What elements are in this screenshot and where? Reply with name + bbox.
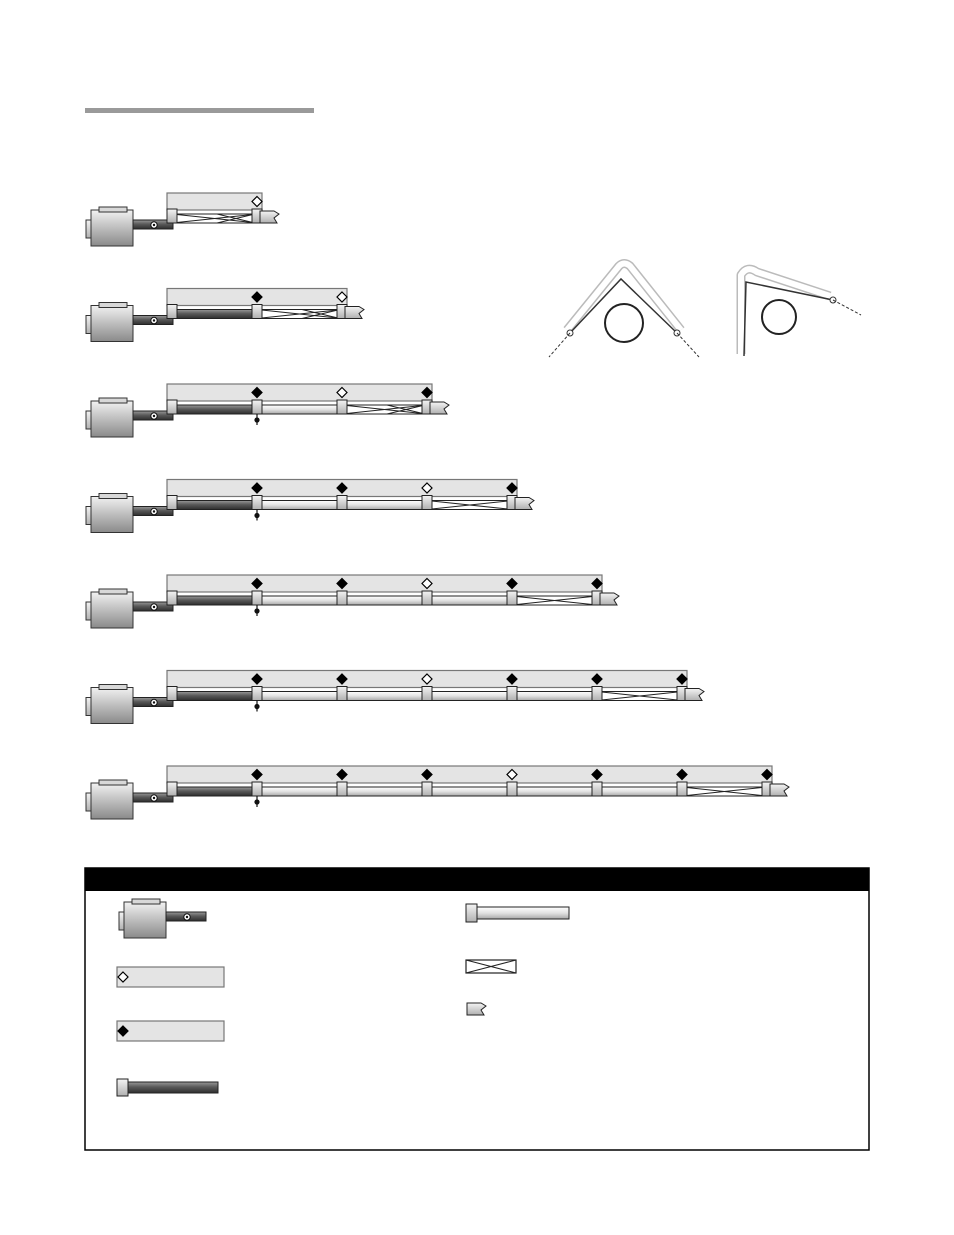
config-5-track-light-tube-2 xyxy=(342,596,427,605)
legend-head-top xyxy=(132,899,160,904)
config-7-track-light-tube-1 xyxy=(257,787,342,796)
config-3-track-1-joint xyxy=(252,400,262,414)
post-circle-right xyxy=(762,300,796,334)
config-2-track-end-cap-icon xyxy=(345,307,364,319)
config-3-track-head-top xyxy=(99,398,127,403)
config-5-track-end-cap-icon xyxy=(600,593,619,605)
legend-light-tube xyxy=(466,904,569,922)
config-7-track-head-top xyxy=(99,780,127,785)
config-2-track-head-top xyxy=(99,303,127,308)
config-7-track-light-tube-2 xyxy=(342,787,427,796)
legend xyxy=(85,868,869,1150)
config-5-track-dark-tube xyxy=(172,596,257,605)
config-4-track xyxy=(86,480,534,533)
legend-filled-rail xyxy=(117,1021,224,1041)
config-6-track-light-tube-1 xyxy=(257,692,342,701)
config-6-track xyxy=(86,671,704,724)
config-1-track-rail xyxy=(167,193,262,210)
config-4-track-1-joint xyxy=(252,496,262,510)
legend-filled-diamond-rail xyxy=(117,1021,224,1041)
config-6-track-3-joint xyxy=(422,687,432,701)
config-4-track-head-top xyxy=(99,494,127,499)
legend-open-rail xyxy=(117,967,224,987)
legend-open-diamond-rail xyxy=(117,967,224,987)
config-5-track xyxy=(86,575,619,628)
config-4-track-3-joint xyxy=(422,496,432,510)
config-1-track xyxy=(86,193,279,246)
config-4-track-head-body xyxy=(91,497,133,533)
config-7-track-end-cap-icon xyxy=(770,784,789,796)
config-3-track-shaft-bolt-dot xyxy=(153,415,155,417)
config-4-track-end-cap-icon xyxy=(515,498,534,510)
config-5-track-4-joint xyxy=(507,591,517,605)
config-6-track-light-tube-2 xyxy=(342,692,427,701)
config-4-track-dark-tube xyxy=(172,501,257,510)
config-6-track-drop-post-knob xyxy=(254,704,259,709)
gate-extension-left-b xyxy=(677,333,699,357)
config-6-track-light-tube-3 xyxy=(427,692,512,701)
heading-bar xyxy=(85,108,314,113)
gate-diagram-right xyxy=(741,269,861,356)
config-2-track-0-joint xyxy=(167,305,177,319)
config-5-track-shaft-bolt-dot xyxy=(153,606,155,608)
gate-diagram-left xyxy=(549,264,699,358)
config-7-track xyxy=(86,766,789,819)
config-7-track-3-joint xyxy=(422,782,432,796)
config-3-track-light-tube-1 xyxy=(257,405,342,414)
config-7-track-1-joint xyxy=(252,782,262,796)
config-3-track-2-joint xyxy=(337,400,347,414)
legend-dark-tube-joint xyxy=(117,1079,128,1096)
config-4-track-drop-post-knob xyxy=(254,513,259,518)
config-5-track-drop-post-knob xyxy=(254,608,259,613)
config-4-track-light-tube-2 xyxy=(342,501,427,510)
config-7-track-light-tube-3 xyxy=(427,787,512,796)
config-5-track-light-tube-1 xyxy=(257,596,342,605)
config-7-track-dark-tube xyxy=(172,787,257,796)
post-circle-left xyxy=(605,304,643,342)
config-6-track-dark-tube xyxy=(172,692,257,701)
config-3-track-rail xyxy=(167,384,432,401)
config-5-track-2-joint xyxy=(337,591,347,605)
legend-header xyxy=(85,868,869,891)
config-6-track-light-tube-4 xyxy=(512,692,597,701)
config-5-track-3-joint xyxy=(422,591,432,605)
config-3-track-0-joint xyxy=(167,400,177,414)
config-3-track-drop-post-knob xyxy=(254,417,259,422)
config-7-track-head-body xyxy=(91,783,133,819)
config-5-track-light-tube-3 xyxy=(427,596,512,605)
config-3-track-dark-tube xyxy=(172,405,257,414)
legend-head-body xyxy=(124,902,166,938)
gate-extension-left-a xyxy=(549,333,570,357)
config-4-track-2-joint xyxy=(337,496,347,510)
config-2-track-head-body xyxy=(91,306,133,342)
config-7-track-light-tube-4 xyxy=(512,787,597,796)
config-7-track-0-joint xyxy=(167,782,177,796)
config-6-track-0-joint xyxy=(167,687,177,701)
config-5-track-0-joint xyxy=(167,591,177,605)
config-1-track-0-joint xyxy=(167,209,177,223)
config-4-track-shaft-bolt-dot xyxy=(153,510,155,512)
config-6-track-1-joint xyxy=(252,687,262,701)
config-1-track-shaft-bolt-dot xyxy=(153,224,155,226)
config-5-track-head-body xyxy=(91,592,133,628)
legend-dark-tube xyxy=(117,1079,218,1096)
config-4-track-0-joint xyxy=(167,496,177,510)
legend-light-tube-body xyxy=(470,907,569,919)
legend-dark-tube-body xyxy=(121,1082,218,1093)
config-1-track-end-cap-icon xyxy=(260,211,279,223)
config-1-track-head-top xyxy=(99,207,127,212)
config-5-track-1-joint xyxy=(252,591,262,605)
config-6-track-head-body xyxy=(91,688,133,724)
config-4-track-light-tube-1 xyxy=(257,501,342,510)
config-1-track-head-body xyxy=(91,210,133,246)
config-7-track-6-joint xyxy=(677,782,687,796)
config-7-track-2-joint xyxy=(337,782,347,796)
config-7-track-5-joint xyxy=(592,782,602,796)
config-6-track-4-joint xyxy=(507,687,517,701)
config-3-track xyxy=(86,384,449,437)
track-configurations xyxy=(86,193,789,819)
config-6-track-head-top xyxy=(99,685,127,690)
config-7-track-light-tube-5 xyxy=(597,787,682,796)
legend-cross-brace xyxy=(466,960,516,973)
config-2-track-shaft-bolt-dot xyxy=(153,319,155,321)
config-7-track-4-joint xyxy=(507,782,517,796)
config-5-track-head-top xyxy=(99,589,127,594)
config-2-track-1-joint xyxy=(252,305,262,319)
config-2-track-dark-tube xyxy=(172,310,257,319)
config-6-track-2-joint xyxy=(337,687,347,701)
config-7-track-shaft-bolt-dot xyxy=(153,797,155,799)
config-6-track-end-cap-icon xyxy=(685,689,704,701)
gate-extension-right xyxy=(833,300,861,315)
config-7-track-drop-post-knob xyxy=(254,799,259,804)
config-3-track-end-cap-icon xyxy=(430,402,449,414)
legend-shaft-bolt-dot xyxy=(186,916,188,918)
config-3-track-head-body xyxy=(91,401,133,437)
config-5-track-rail xyxy=(167,575,602,592)
config-2-track xyxy=(86,289,364,342)
config-6-track-shaft-bolt-dot xyxy=(153,701,155,703)
legend-light-tube-joint xyxy=(466,904,477,922)
config-6-track-5-joint xyxy=(592,687,602,701)
